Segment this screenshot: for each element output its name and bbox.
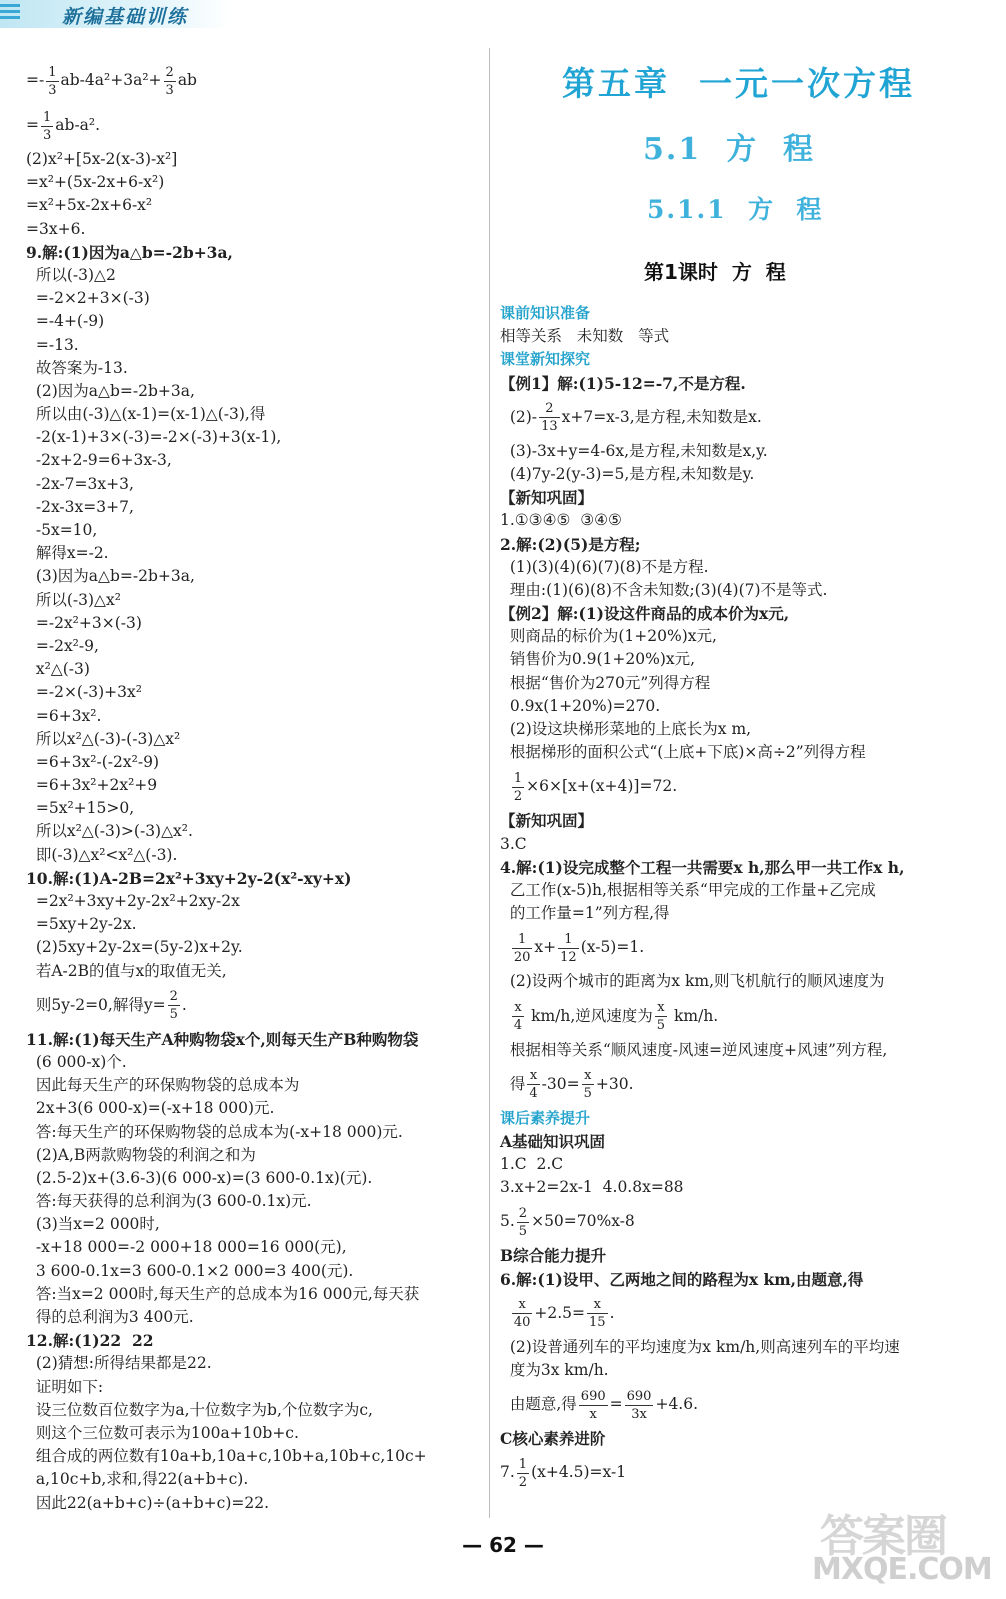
- text-line: 因此每天生产的环保购物袋的总成本为: [26, 1076, 300, 1095]
- text-line: =5xy+2y-2x.: [26, 915, 137, 934]
- formula-text: x+7=x-3,是方程,未知数是x.: [561, 407, 762, 426]
- text-line: (6 000-x)个.: [26, 1052, 127, 1071]
- text-line: 2x+3(6 000-x)=(-x+18 000)元.: [26, 1099, 275, 1118]
- fraction: [517, 1456, 529, 1491]
- text-line: 0.9x(1+20%)=270.: [500, 696, 661, 715]
- text-line: 所以由(-3)△(x-1)=(x-1)△(-3),得: [26, 405, 266, 424]
- fraction-numerator: 1: [558, 931, 579, 949]
- text-line: (2)因为a△b=-2b+3a,: [26, 381, 195, 400]
- fraction: [582, 1067, 594, 1102]
- text-line: (2)设普通列车的平均速度为x km/h,则高速列车的平均速: [500, 1337, 900, 1356]
- text-line: 相等关系 未知数 等式: [500, 327, 670, 346]
- fraction: [512, 770, 524, 805]
- fraction-denominator: 12: [560, 949, 577, 965]
- formula-text: ab: [177, 71, 197, 89]
- formula-line: [26, 58, 482, 103]
- fraction-denominator: 3: [165, 82, 174, 98]
- formula-line: [500, 395, 980, 440]
- formula-text: [500, 938, 510, 956]
- section-heading: 课后素养提升: [500, 1108, 591, 1127]
- section-title: 5.1 方 程: [643, 132, 815, 167]
- text-line: 3.C: [500, 834, 527, 853]
- text-line: 3 600-0.1x=3 600-0.1×2 000=3 400(元).: [26, 1261, 354, 1280]
- text-line: (2)设这块梯形菜地的上底长为x m,: [500, 720, 752, 738]
- fraction: [46, 64, 58, 99]
- formula-text: ab-a².: [55, 116, 101, 134]
- formula-text: (x-5)=1.: [580, 938, 645, 957]
- fraction: [527, 1067, 539, 1102]
- fraction-numerator: x: [587, 1296, 608, 1314]
- fraction-denominator: 4: [529, 1086, 538, 1102]
- fraction-numerator: 1: [513, 770, 523, 786]
- fraction-numerator: x: [512, 999, 524, 1017]
- text-line: (3)当x=2 000时,: [26, 1215, 160, 1234]
- formula-text: 7.: [500, 1463, 515, 1482]
- text-line: 即(-3)△x²<x²△(-3).: [26, 845, 178, 864]
- watermark-cn: 答案圈: [820, 1511, 946, 1562]
- text-line: =x²+5x-2x+6-x²: [26, 196, 153, 215]
- fraction-numerator: 690: [580, 1388, 606, 1404]
- left-column: [26, 58, 482, 1515]
- fraction: [587, 1296, 608, 1331]
- formula-text: -30=: [541, 1074, 580, 1093]
- formula-text: 5.: [500, 1212, 515, 1231]
- fraction-denominator: 5: [518, 1223, 528, 1239]
- fraction-denominator: x: [589, 1406, 597, 1422]
- text-line: 1.C 2.C: [500, 1155, 564, 1174]
- page-number: — 62 —: [462, 1533, 544, 1557]
- text-line: a,10c+b,求和,得22(a+b+c).: [26, 1470, 249, 1489]
- formula-text: [500, 1007, 510, 1025]
- text-line: A基础知识巩固: [500, 1131, 606, 1151]
- text-line: =-13.: [26, 335, 79, 354]
- text-line: -2x-7=3x+3,: [26, 474, 134, 493]
- formula-line: [500, 994, 980, 1039]
- text-line: 答:每天生产的环保购物袋的总成本为(-x+18 000)元.: [26, 1122, 403, 1141]
- fraction: [517, 1205, 529, 1240]
- fraction-numerator: 1: [512, 931, 533, 949]
- text-line: 【例2】解:(1)设这件商品的成本价为x元,: [500, 604, 790, 624]
- text-line: 2.解:(2)(5)是方程;: [500, 534, 641, 554]
- text-line: 1.①③④⑤ ③④⑤: [500, 511, 622, 530]
- formula-text: [500, 1304, 510, 1322]
- text-line: 答:每天获得的总利润为(3 600-0.1x)元.: [26, 1192, 312, 1211]
- formula-text: 由题意,得: [500, 1395, 577, 1414]
- text-line: 则这个三位数可表示为100a+10b+c.: [26, 1423, 299, 1442]
- text-line: -2x-3x=3+7,: [26, 497, 134, 516]
- text-line: =-4+(-9): [26, 312, 105, 331]
- text-line: -x+18 000=-2 000+18 000=16 000(元),: [26, 1238, 347, 1257]
- formula-text: .: [609, 1303, 615, 1322]
- fraction: [512, 1296, 533, 1331]
- text-line: 销售价为0.9(1+20%)x元,: [500, 650, 696, 669]
- header-stripes: [0, 4, 20, 22]
- formula-line: [26, 103, 482, 148]
- lesson-title: 第1课时 方 程: [644, 260, 786, 284]
- fraction-numerator: 1: [518, 1456, 528, 1472]
- fraction: [558, 931, 579, 966]
- fraction-numerator: x: [527, 1067, 539, 1085]
- formula-line: [500, 1291, 980, 1336]
- formula-line: [500, 1062, 980, 1107]
- text-line: 故答案为-13.: [26, 358, 128, 377]
- fraction-denominator: 2: [518, 1474, 528, 1490]
- formula-text: +2.5=: [534, 1303, 586, 1322]
- fraction-denominator: 3: [43, 127, 52, 143]
- text-line: 因此22(a+b+c)÷(a+b+c)=22.: [26, 1493, 270, 1512]
- fraction-denominator: 2: [513, 788, 523, 804]
- fraction-numerator: 1: [48, 64, 57, 80]
- text-line: (2.5-2)x+(3.6-3)(6 000-x)=(3 600-0.1x)(元).: [26, 1168, 373, 1187]
- text-line: 的工作量=1”列方程,得: [500, 904, 670, 923]
- watermark: [812, 1500, 992, 1590]
- fraction: [539, 400, 560, 435]
- fraction-numerator: 1: [43, 109, 52, 125]
- text-line: -2x+2-9=6+3x-3,: [26, 451, 172, 470]
- text-line: (2)5xy+2y-2x=(5y-2)x+2y.: [26, 938, 243, 957]
- chapter-title: 第五章 一元一次方程: [562, 64, 915, 103]
- formula-text: ×50=70%x-8: [531, 1212, 635, 1231]
- fraction-denominator: 15: [589, 1315, 606, 1331]
- text-line: 则商品的标价为(1+20%)x元,: [500, 627, 717, 646]
- text-line: 所以x²△(-3)-(-3)△x²: [26, 729, 181, 748]
- text-line: (2)猜想:所得结果都是22.: [26, 1354, 212, 1373]
- column-divider: [489, 48, 490, 1518]
- fraction-denominator: 13: [541, 419, 558, 435]
- text-line: 组合成的两位数有10a+b,10a+c,10b+a,10b+c,10c+: [26, 1447, 427, 1466]
- text-line: =-2x²-9,: [26, 636, 99, 655]
- text-line: 4.解:(1)设完成整个工程一共需要x h,那么甲一共工作x h,: [500, 857, 905, 877]
- formula-text: +30.: [595, 1074, 634, 1093]
- formula-text: =: [609, 1395, 623, 1414]
- formula-text: 得: [500, 1074, 526, 1093]
- text-line: =6+3x²+2x²+9: [26, 776, 158, 795]
- text-line: =6+3x².: [26, 706, 102, 725]
- text-line: (1)(3)(4)(6)(7)(8)不是方程.: [500, 557, 709, 576]
- fraction-numerator: x: [582, 1067, 594, 1085]
- formula-text: km/h,逆风速度为: [526, 1006, 653, 1025]
- fraction-denominator: 5: [656, 1018, 666, 1033]
- fraction: [512, 999, 524, 1034]
- formula-text: km/h.: [669, 1006, 719, 1025]
- text-line: 10.解:(1)A-2B=2x²+3xy+2y-2(x²-xy+x): [26, 868, 352, 888]
- fraction-denominator: 5: [169, 1007, 178, 1023]
- text-line: 解得x=-2.: [26, 544, 109, 563]
- formula-text: +4.6.: [655, 1395, 699, 1414]
- formula-text: (x+4.5)=x-1: [531, 1463, 627, 1482]
- fraction-numerator: 2: [539, 400, 560, 418]
- text-line: x²△(-3): [26, 660, 90, 679]
- text-line: 得的总利润为3 400元.: [26, 1308, 194, 1326]
- fraction: [579, 1388, 608, 1423]
- text-line: =x²+(5x-2x+6-x²): [26, 173, 165, 192]
- text-line: =3x+6.: [26, 219, 86, 238]
- text-line: 所以(-3)△2: [26, 265, 116, 284]
- text-line: C核心素养进阶: [500, 1429, 606, 1449]
- formula-line: [500, 1199, 980, 1244]
- text-line: =6+3x²-(-2x²-9): [26, 752, 159, 771]
- fraction-numerator: 2: [518, 1205, 528, 1221]
- fraction-denominator: 3: [48, 82, 57, 98]
- text-line: (3)-3x+y=4-6x,是方程,未知数是x,y.: [500, 441, 768, 460]
- formula-text: 则5y-2=0,解得y=: [26, 995, 166, 1014]
- fraction-numerator: 2: [169, 989, 178, 1005]
- text-line: 度为3x km/h.: [500, 1361, 609, 1379]
- formula-line: [500, 925, 980, 970]
- fraction-denominator: 5: [583, 1086, 592, 1102]
- text-line: (4)7y-2(y-3)=5,是方程,未知数是y.: [500, 464, 755, 483]
- text-line: (2)设两个城市的距离为x km,则飞机航行的顺风速度为: [500, 972, 885, 991]
- text-line: =2x²+3xy+2y-2x²+2xy-2x: [26, 892, 240, 910]
- formula-line: [26, 983, 482, 1028]
- text-line: -5x=10,: [26, 521, 98, 539]
- text-line: 根据“售价为270元”列得方程: [500, 673, 711, 692]
- text-line: 根据相等关系“顺风速度-风速=逆风速度+风速”列方程,: [500, 1040, 888, 1059]
- formula-text: ab-4a²+3a²+: [60, 71, 162, 89]
- text-line: 若A-2B的值与x的取值无关,: [26, 961, 227, 980]
- text-line: B综合能力提升: [500, 1246, 607, 1266]
- text-line: 所以x²△(-3)>(-3)△x².: [26, 822, 193, 841]
- fraction-numerator: 2: [165, 64, 174, 80]
- text-line: 证明如下:: [26, 1377, 104, 1396]
- formula-line: [500, 1382, 980, 1427]
- text-line: 11.解:(1)每天生产A种购物袋x个,则每天生产B种购物袋: [26, 1029, 419, 1049]
- text-line: 【例1】解:(1)5-12=-7,不是方程.: [500, 373, 746, 393]
- section-heading: 课堂新知探究: [500, 350, 591, 369]
- formula-text: x+: [534, 938, 557, 957]
- fraction: [41, 109, 53, 144]
- text-line: 【新知巩固】: [500, 811, 594, 831]
- watermark-en: MXQE.COM: [812, 1552, 992, 1587]
- text-line: 乙工作(x-5)h,根据相等关系“甲完成的工作量+乙完成: [500, 880, 876, 899]
- text-line: 理由:(1)(6)(8)不含未知数;(3)(4)(7)不是等式.: [500, 580, 828, 599]
- formula-text: (2)-: [500, 407, 538, 426]
- series-title: 新编基础训练: [62, 6, 189, 28]
- fraction-denominator: 40: [513, 1315, 531, 1331]
- text-line: 设三位数百位数字为a,十位数字为b,个位数字为c,: [26, 1400, 373, 1419]
- formula-text: =: [26, 116, 39, 134]
- text-line: =-2×2+3×(-3): [26, 289, 150, 308]
- fraction-numerator: x: [655, 999, 667, 1017]
- text-line: 6.解:(1)设甲、乙两地之间的路程为x km,由题意,得: [500, 1269, 864, 1289]
- fraction-denominator: 20: [513, 949, 531, 965]
- text-line: =-2×(-3)+3x²: [26, 683, 142, 702]
- right-column: [500, 302, 980, 1495]
- section-heading: 课前知识准备: [500, 304, 591, 322]
- fraction-numerator: 690: [626, 1388, 652, 1404]
- text-line: =-2x²+3×(-3): [26, 613, 142, 632]
- text-line: 3.x+2=2x-1 4.0.8x=88: [500, 1178, 684, 1197]
- text-line: 答:当x=2 000时,每天生产的总成本为16 000元,每天获: [26, 1284, 420, 1303]
- text-line: 所以(-3)△x²: [26, 590, 121, 609]
- formula-line: [500, 1450, 980, 1495]
- text-line: (2)x²+[5x-2(x-3)-x²]: [26, 150, 178, 168]
- text-line: -2(x-1)+3×(-3)=-2×(-3)+3(x-1),: [26, 428, 282, 447]
- text-line: 根据梯形的面积公式“(上底+下底)×高÷2”列得方程: [500, 743, 866, 762]
- subsection-title: 5.1.1 方 程: [647, 195, 824, 224]
- fraction: [164, 64, 176, 99]
- fraction: [168, 988, 180, 1023]
- text-line: 12.解:(1)22 22: [26, 1331, 154, 1351]
- formula-text: .: [181, 995, 187, 1014]
- text-line: (3)因为a△b=-2b+3a,: [26, 567, 195, 586]
- formula-text: =-: [26, 71, 45, 89]
- fraction-denominator: 4: [513, 1018, 523, 1033]
- text-line: 【新知巩固】: [500, 488, 594, 508]
- fraction-denominator: 3x: [631, 1406, 647, 1422]
- formula-text: [500, 777, 510, 795]
- fraction: [625, 1388, 654, 1423]
- fraction: [512, 931, 533, 966]
- text-line: =5x²+15>0,: [26, 799, 135, 818]
- text-line: 9.解:(1)因为a△b=-2b+3a,: [26, 242, 233, 262]
- formula-text: ×6×[x+(x+4)]=72.: [526, 777, 678, 796]
- formula-line: [500, 764, 980, 809]
- fraction-numerator: x: [512, 1296, 533, 1314]
- text-line: (2)A,B两款购物袋的利润之和为: [26, 1145, 256, 1164]
- fraction: [655, 999, 667, 1034]
